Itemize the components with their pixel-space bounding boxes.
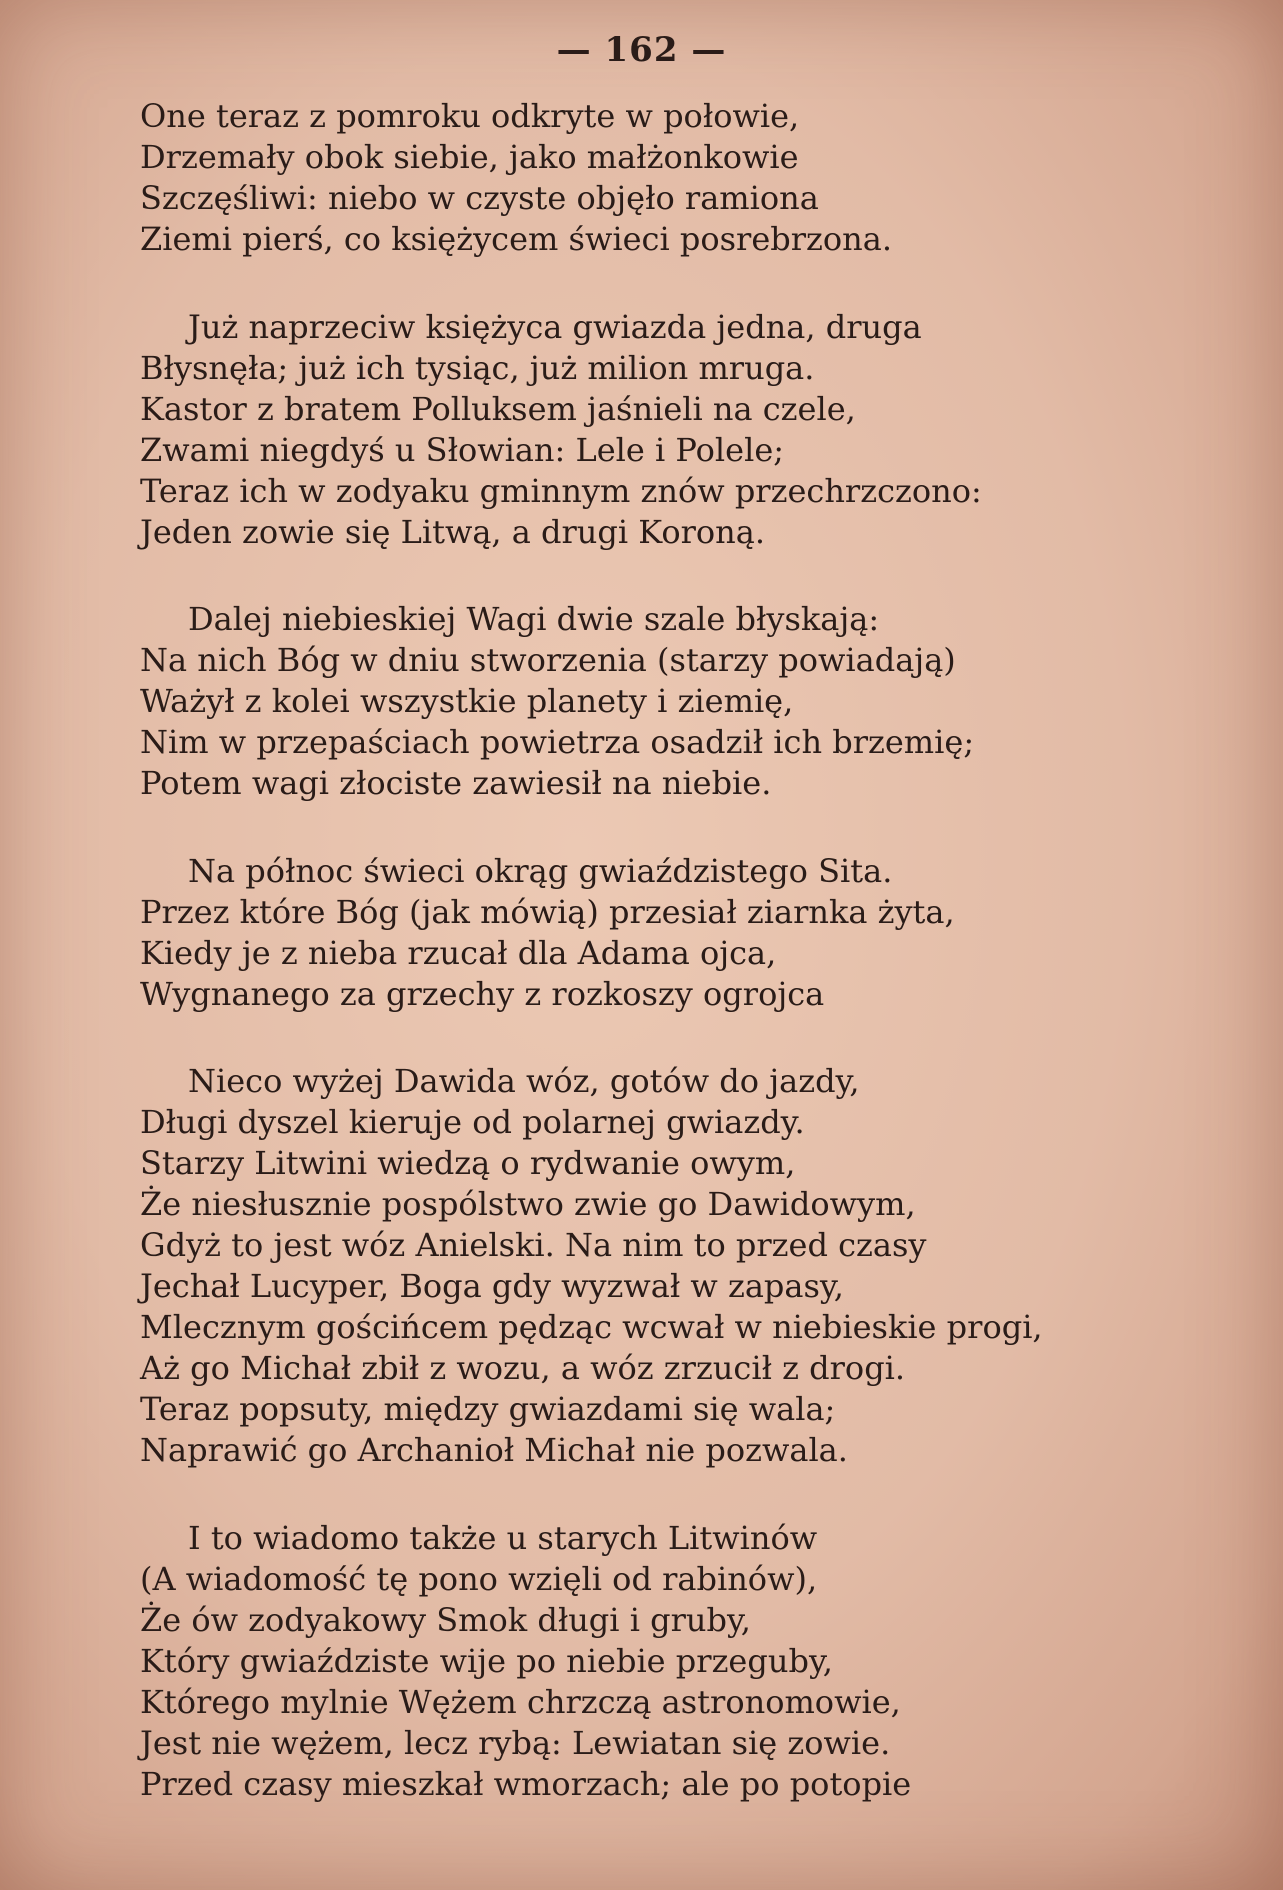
poem-line: I to wiadomo także u starych Litwinów [188, 1518, 818, 1557]
stanza-4 [140, 851, 1250, 1015]
poem-line: Teraz ich w zodyaku gminnym znów przechrzczono: [140, 471, 982, 510]
poem-line: Przed czasy mieszkał wmorzach; ale po potopie [140, 1764, 912, 1803]
poem-line: Kastor z bratem Polluksem jaśnieli na czele, [140, 389, 856, 428]
poem-line: Aż go Michał zbił z wozu, a wóz zrzucił z drogi. [140, 1349, 906, 1387]
poem-line: Szczęśliwi: niebo w czyste objęło ramiona [140, 179, 819, 217]
poem-line: Nim w przepaściach powietrza osadził ich brzemię; [140, 723, 975, 761]
poem-line: Że niesłusznie pospólstwo zwie go Dawidowym, [140, 1185, 916, 1223]
poem-line: Nieco wyżej Dawida wóz, gotów do jazdy, [188, 1062, 860, 1100]
poem-line: Ważył z kolei wszystkie planety i ziemię, [140, 682, 794, 720]
poem-body [140, 96, 1250, 1851]
poem-line: Gdyż to jest wóz Anielski. Na nim to przed czasy [140, 1226, 927, 1264]
poem-line: Jeden zowie się Litwą, a drugi Koroną. [140, 512, 766, 551]
poem-line: Na północ świeci okrąg gwiaździstego Sita. [188, 851, 893, 890]
poem-line: Ziemi pierś, co księżycem świeci posrebrzona. [140, 220, 893, 258]
stanza-3 [140, 599, 1250, 804]
stanza-2 [140, 307, 1250, 553]
poem-line: Zwami niegdyś u Słowian: Lele i Polele; [140, 430, 785, 469]
poem-line: Dalej niebieskiej Wagi dwie szale błyskają: [188, 600, 880, 638]
stanza-5 [140, 1061, 1250, 1471]
poem-line: (A wiadomość tę pono wzięli od rabinów), [140, 1559, 818, 1598]
poem-line: Starzy Litwini wiedzą o rydwanie owym, [140, 1144, 796, 1182]
poem-line: Którego mylnie Wężem chrzczą astronomowie, [140, 1682, 901, 1721]
poem-line: Na nich Bóg w dniu stworzenia (starzy powiadają) [140, 641, 956, 679]
poem-line: Wygnanego za grzechy z rozkoszy ogrojca [140, 974, 825, 1013]
poem-line: Mlecznym gościńcem pędząc wcwał w niebieskie progi, [140, 1308, 1043, 1346]
poem-line: Naprawić go Archanioł Michał nie pozwala. [140, 1431, 848, 1469]
poem-line: Długi dyszel kieruje od polarnej gwiazdy. [140, 1103, 805, 1141]
poem-line: Że ów zodyakowy Smok długi i gruby, [140, 1600, 751, 1639]
poem-line: Który gwiaździste wije po niebie przeguby, [140, 1641, 833, 1680]
poem-line: One teraz z pomroku odkryte w połowie, [140, 97, 800, 135]
poem-line: Błysnęła; już ich tysiąc, już milion mruga. [140, 348, 815, 387]
poem-line: Drzemały obok siebie, jako małżonkowie [140, 138, 799, 176]
poem-line: Jechał Lucyper, Boga gdy wyzwał w zapasy, [140, 1267, 844, 1305]
stanza-1 [140, 96, 1250, 260]
poem-line: Jest nie wężem, lecz rybą: Lewiatan się zowie. [140, 1723, 891, 1762]
poem-line: Potem wagi złociste zawiesił na niebie. [140, 764, 772, 802]
page-number: — 162 — [556, 30, 727, 70]
poem-line: Kiedy je z nieba rzucał dla Adama ojca, [140, 933, 777, 972]
poem-line: Przez które Bóg (jak mówią) przesiał ziarnka żyta, [140, 892, 955, 931]
poem-line: Już naprzeciw księżyca gwiazda jedna, druga [188, 307, 922, 346]
stanza-6 [140, 1518, 1250, 1805]
poem-line: Teraz popsuty, między gwiazdami się wala; [140, 1390, 836, 1428]
